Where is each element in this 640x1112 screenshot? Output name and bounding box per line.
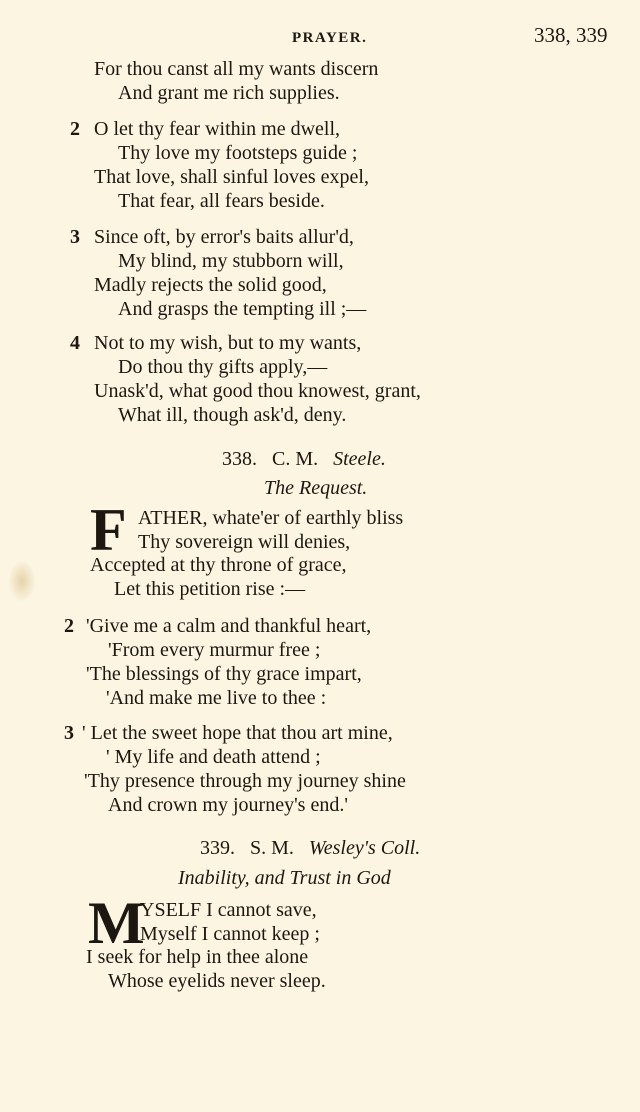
verse-line: And crown my journey's end.' — [108, 794, 348, 816]
verse-line: Unask'd, what good thou knowest, grant, — [94, 380, 421, 402]
hymn-meter: C. M. — [272, 448, 319, 470]
verse-line: Thy love my footsteps guide ; — [118, 142, 358, 164]
hymn-author: Wesley's Coll. — [308, 837, 421, 859]
drop-cap: M — [88, 890, 145, 956]
hymn-meter: S. M. — [250, 837, 294, 859]
verse-line: ' Let the sweet hope that thou art mine, — [82, 722, 393, 744]
verse-line: And grasps the tempting ill ;— — [118, 298, 367, 320]
stanza-number: 3 — [64, 722, 74, 744]
hymn-author: Steele. — [333, 448, 386, 470]
verse-line: Madly rejects the solid good, — [94, 274, 327, 296]
hymn-title: The Request. — [264, 477, 368, 499]
verse-line: My blind, my stubborn will, — [118, 250, 344, 272]
stanza-number: 2 — [70, 118, 80, 140]
verse-line: I seek for help in thee alone — [86, 946, 309, 968]
hymn-number: 338. — [222, 448, 257, 470]
verse-line: 'And make me live to thee : — [106, 687, 327, 709]
verse-line: 'From every murmur free ; — [108, 639, 321, 661]
verse-line: 'The blessings of thy grace impart, — [86, 663, 362, 685]
verse-line: Accepted at thy throne of grace, — [90, 554, 347, 576]
verse-line: Since oft, by error's baits allur'd, — [94, 226, 354, 248]
verse-line: Thy sovereign will denies, — [138, 531, 351, 553]
paper-stain — [8, 560, 36, 602]
verse-line: YSELF I cannot save, — [140, 899, 317, 921]
hymn-heading — [222, 447, 386, 471]
verse-line: Do thou thy gifts apply,— — [118, 356, 328, 378]
verse-line: Myself I cannot keep ; — [140, 923, 320, 945]
hymn-title: Inability, and Trust in God — [178, 867, 391, 889]
verse-line: O let thy fear within me dwell, — [94, 118, 341, 140]
verse-line: ATHER, whate'er of earthly bliss — [138, 507, 404, 529]
verse-line: Let this petition rise :— — [114, 578, 306, 600]
verse-line: Not to my wish, but to my wants, — [94, 332, 362, 354]
stanza-number: 2 — [64, 615, 74, 637]
hymn-number: 339. — [200, 837, 235, 859]
verse-line: And grant me rich supplies. — [118, 82, 340, 104]
stanza-number: 3 — [70, 226, 80, 248]
verse-line: 'Give me a calm and thankful heart, — [86, 615, 372, 637]
hymn-heading — [200, 836, 420, 860]
verse-line: What ill, though ask'd, deny. — [118, 404, 347, 426]
stanza-number: 4 — [70, 332, 80, 354]
running-head: PRAYER. — [292, 30, 368, 46]
verse-line: ' My life and death attend ; — [106, 746, 321, 768]
verse-line: That love, shall sinful loves expel, — [94, 166, 369, 188]
verse-line: That fear, all fears beside. — [118, 190, 325, 212]
verse-line: 'Thy presence through my journey shine — [84, 770, 406, 792]
drop-cap: F — [90, 497, 127, 563]
verse-line: Whose eyelids never sleep. — [108, 970, 326, 992]
page-numbers: 338, 339 — [534, 23, 608, 47]
verse-line: For thou canst all my wants discern — [94, 58, 379, 80]
